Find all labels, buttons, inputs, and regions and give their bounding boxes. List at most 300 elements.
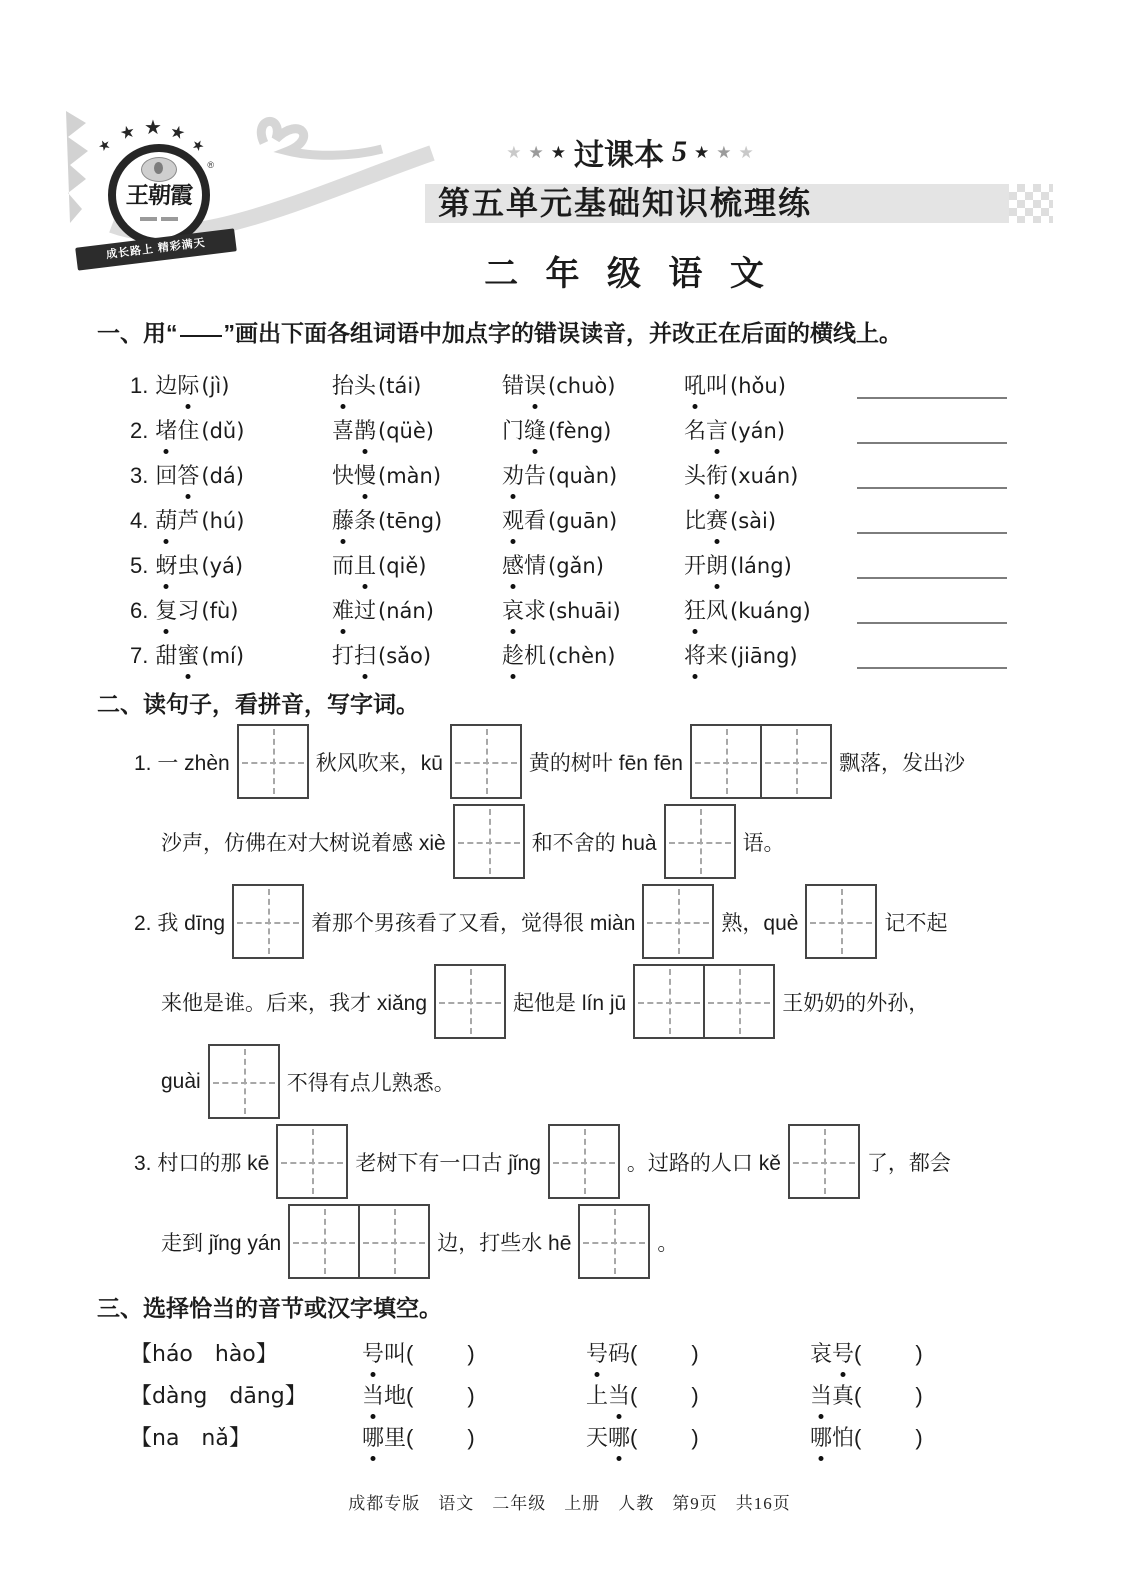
box-horizontal-guide [695, 762, 757, 764]
word-char: 赛 [706, 504, 728, 535]
pinyin-annotation: (gǎn) [548, 554, 604, 578]
word [332, 373, 421, 398]
word-char: 当 [362, 1379, 384, 1410]
writing-box-group [642, 884, 714, 959]
lesson-banner-number: 5 [672, 135, 687, 168]
sentence-text: 了，都会 [866, 1151, 951, 1175]
paren-open: ( [630, 1340, 638, 1366]
word-group-row [130, 587, 1041, 632]
star-icon: ★ [528, 142, 544, 162]
star-icon: ★ [550, 142, 566, 162]
writing-box-group [805, 884, 877, 959]
paren-open: ( [854, 1424, 862, 1450]
sentence-text: 来他是谁。后来，我才 xiǎng [161, 991, 428, 1015]
box-horizontal-guide [458, 842, 520, 844]
pinyin-annotation: (nán) [378, 599, 434, 623]
pinyin-annotation: (fèng) [548, 419, 612, 443]
page-footer: 成都专版 语文 二年级 上册 人教 第9页 共16页 [348, 1494, 791, 1513]
pinyin-annotation: (yán) [730, 419, 786, 443]
word-char: 蜜 [177, 639, 199, 670]
sentence-text: 飘落，发出沙 [838, 751, 965, 775]
pinyin-annotation: (dá) [201, 464, 244, 488]
pinyin-annotation: (fù) [201, 599, 239, 623]
answer-line[interactable] [857, 667, 1007, 669]
paren-open: ( [406, 1382, 414, 1408]
paren-close: ) [915, 1424, 923, 1450]
answer-parens [406, 1425, 475, 1450]
word [332, 418, 434, 443]
word [502, 463, 617, 488]
answer-line[interactable] [857, 442, 1007, 444]
choice-item [810, 1421, 1041, 1452]
unit-title-bar [425, 184, 1009, 223]
word-char: 言 [706, 414, 728, 445]
word-char: 喜 [332, 418, 355, 443]
word-char: 习 [177, 598, 200, 623]
pinyin-annotation: (hǒu) [730, 374, 786, 398]
section1-heading-suffix: ”画出下面各组词语中加点字的错误读音，并改正在后面的横线上。 [223, 320, 902, 346]
sentence-text: 黄的树叶 fēn fēn [528, 751, 683, 775]
star-icon: ★ [117, 121, 138, 144]
writing-box[interactable] [664, 804, 736, 879]
answer-parens [630, 1383, 699, 1408]
pinyin-annotation: (mí) [201, 644, 245, 668]
pinyin-annotation: (sài) [730, 509, 777, 533]
sentence-text: 起他是 lín jū [513, 991, 627, 1015]
star-icon: ★ [694, 142, 710, 162]
sentence-text: 3. 村口的那 kē [134, 1151, 270, 1175]
word-item [332, 459, 502, 490]
pinyin-annotation: (jiāng) [730, 644, 798, 668]
word-char: 衔 [706, 459, 728, 490]
word-item [332, 414, 502, 445]
logo-brand-name: 王朝霞 [125, 183, 193, 208]
sentence-text: 。 [657, 1231, 679, 1255]
word-item [130, 549, 332, 580]
box-horizontal-guide [638, 1002, 700, 1004]
word-group-row [130, 407, 1041, 452]
section1-heading-prefix: 一、用“ [97, 320, 178, 346]
word-char: 扫 [354, 639, 376, 670]
row-number: 2. [130, 418, 149, 443]
word-item [502, 594, 684, 625]
word-char: 门 [502, 418, 525, 443]
sample-underline [180, 331, 222, 337]
sentence-text: 王奶奶的外孙， [782, 991, 930, 1015]
word-char: 鹊 [354, 414, 376, 445]
word-char: 答 [177, 459, 199, 490]
logo-ribbon-slogan: 成长路上 精彩满天 [75, 228, 237, 270]
word [586, 1383, 630, 1408]
choice-item [810, 1337, 1041, 1368]
lesson-banner [430, 130, 830, 174]
word-char: 边 [155, 373, 178, 398]
word [155, 418, 244, 443]
paren-open: ( [406, 1340, 414, 1366]
subject-title: 二 年 级 语 文 [484, 255, 773, 293]
word-char: 快 [332, 463, 355, 488]
option-brackets: 【dàng dāng】 [130, 1383, 307, 1409]
word-char: 开 [684, 553, 707, 578]
word-char: 葫 [155, 504, 177, 535]
word-char: 而 [332, 553, 355, 578]
writing-box[interactable] [276, 1124, 348, 1199]
sentence-line [97, 804, 1041, 879]
box-horizontal-guide [765, 762, 827, 764]
word-char: 号 [832, 1337, 854, 1368]
writing-box-group [208, 1044, 280, 1119]
word-char: 哪 [810, 1421, 832, 1452]
word-char: 看 [524, 508, 547, 533]
word-char: 趁 [502, 639, 524, 670]
paren-close: ) [691, 1382, 699, 1408]
pinyin-annotation: (láng) [730, 554, 792, 578]
word-item [502, 639, 684, 670]
box-horizontal-guide [213, 1082, 275, 1084]
pinyin-annotation: (sǎo) [378, 644, 432, 668]
choice-row [130, 1331, 1041, 1373]
word-item [130, 639, 332, 670]
word-char: 打 [332, 643, 355, 668]
word-char: 天 [586, 1424, 609, 1450]
sentence-line [97, 884, 1041, 959]
logo-circle [108, 144, 214, 246]
writing-box-group [633, 964, 775, 1039]
writing-box[interactable] [578, 1204, 650, 1279]
word-char: 码 [608, 1340, 631, 1366]
writing-box-group [276, 1124, 348, 1199]
word-item [502, 459, 684, 490]
word-item [684, 504, 857, 535]
answer-parens [630, 1425, 699, 1450]
choice-row [130, 1373, 1041, 1415]
word-char: 风 [706, 598, 729, 623]
writing-box[interactable] [453, 804, 525, 879]
word-char: 甜 [155, 643, 178, 668]
word [684, 508, 776, 533]
box-horizontal-guide [293, 1242, 355, 1244]
option-brackets: 【háo hào】 [130, 1341, 278, 1367]
word-char: 芦 [177, 508, 200, 533]
box-horizontal-guide [669, 842, 731, 844]
pinyin-annotation: (màn) [378, 464, 442, 488]
word-char: 错 [502, 373, 525, 398]
word-char: 地 [384, 1382, 407, 1408]
writing-box[interactable] [642, 884, 714, 959]
choice-row [130, 1415, 1041, 1457]
box-horizontal-guide [242, 762, 304, 764]
word-char: 狂 [684, 594, 706, 625]
writing-box-group [548, 1124, 620, 1199]
sentence-text: 沙声，仿佛在对大树说着感 xiè [161, 831, 446, 855]
option-brackets: 【na nǎ】 [130, 1425, 251, 1451]
word-char: 抬 [332, 369, 354, 400]
writing-box[interactable] [760, 724, 832, 799]
paren-close: ) [467, 1382, 475, 1408]
answer-line[interactable] [857, 397, 1007, 399]
sentence-text: 和不舍的 huà [531, 831, 657, 855]
word [155, 643, 244, 668]
paren-close: ) [691, 1340, 699, 1366]
writing-box[interactable] [232, 884, 304, 959]
section1-heading [97, 318, 1041, 348]
word-item [502, 369, 684, 400]
section1-rows [130, 362, 1041, 677]
word [684, 553, 792, 578]
writing-box-group [690, 724, 832, 799]
sentence-line [97, 1124, 1041, 1199]
paren-open: ( [406, 1424, 414, 1450]
word-item [332, 594, 502, 625]
worksheet-body [97, 318, 1041, 1457]
row-number: 4. [130, 508, 149, 533]
word-char: 头 [684, 463, 707, 488]
word-char: 上 [586, 1382, 609, 1408]
word-char: 哪 [362, 1421, 384, 1452]
word [155, 553, 243, 578]
paren-close: ) [467, 1424, 475, 1450]
writing-box[interactable] [288, 1204, 360, 1279]
pinyin-annotation: (chèn) [548, 644, 616, 668]
word [332, 553, 427, 578]
word [155, 508, 244, 533]
word [684, 418, 785, 443]
word-item [502, 504, 684, 535]
word-item [130, 459, 332, 490]
unit-title: 第五单元基础知识梳理练 [438, 185, 813, 221]
word-char: 哀 [502, 594, 524, 625]
writing-box[interactable] [788, 1124, 860, 1199]
registered-mark: ® [207, 160, 214, 170]
word-char: 慢 [354, 459, 376, 490]
choice-item [586, 1379, 810, 1410]
pinyin-annotation: (dǔ) [201, 419, 245, 443]
sentence-text: 着那个男孩看了又看，觉得很 miàn [311, 911, 636, 935]
word-char: 将 [684, 639, 706, 670]
word [332, 463, 441, 488]
paren-open: ( [630, 1382, 638, 1408]
choice-item [362, 1337, 586, 1368]
answer-parens [854, 1383, 923, 1408]
word-group-row [130, 452, 1041, 497]
choice-item [362, 1421, 586, 1452]
writing-box[interactable] [208, 1044, 280, 1119]
star-icon: ★ [738, 142, 754, 162]
sentence-line [97, 724, 1041, 799]
word-char: 感 [502, 549, 524, 580]
star-icon: ★ [188, 134, 208, 156]
sentence-line [97, 1044, 1041, 1119]
word-char: 藤 [332, 504, 354, 535]
word-char: 当 [608, 1379, 630, 1410]
writing-box[interactable] [358, 1204, 430, 1279]
sentence-text: 走到 jǐng yán [161, 1231, 282, 1255]
sentence-text: 秋风吹来，kū [315, 751, 443, 775]
writing-box[interactable] [548, 1124, 620, 1199]
answer-parens [854, 1341, 923, 1366]
word [684, 373, 786, 398]
answer-line[interactable] [857, 577, 1007, 579]
sentence-text: guài [161, 1069, 201, 1093]
sentence-text: 老树下有一口古 jǐng [355, 1151, 541, 1175]
pinyin-annotation: (xuán) [730, 464, 799, 488]
paren-close: ) [467, 1340, 475, 1366]
row-number: 1. [130, 373, 149, 398]
sentence-text: 熟，què [721, 911, 799, 935]
word [684, 643, 798, 668]
writing-box-group [578, 1204, 650, 1279]
word-char: 来 [706, 643, 729, 668]
box-horizontal-guide [237, 922, 299, 924]
box-horizontal-guide [455, 762, 517, 764]
word-char: 情 [524, 553, 547, 578]
word-group-row [130, 497, 1041, 542]
sentence-text: 2. 我 dīng [134, 911, 226, 935]
word-char: 比 [684, 508, 707, 533]
word-group-row [130, 632, 1041, 677]
word-item [332, 504, 502, 535]
word-item [130, 594, 332, 625]
word [684, 463, 798, 488]
pinyin-annotation: (chuò) [548, 374, 616, 398]
word [502, 418, 611, 443]
word-item [130, 414, 332, 445]
word-char: 误 [524, 369, 546, 400]
word-item [502, 549, 684, 580]
word-char: 吼 [684, 369, 706, 400]
word-char: 复 [155, 594, 177, 625]
word-char: 哪 [608, 1421, 630, 1452]
choice-item [586, 1421, 810, 1452]
answer-line[interactable] [857, 487, 1007, 489]
lesson-banner-title: 过课本 [574, 139, 664, 172]
star-icon: ★ [94, 134, 114, 156]
writing-box[interactable] [434, 964, 506, 1039]
word-item [684, 549, 857, 580]
word [502, 598, 621, 623]
word-group-row [130, 542, 1041, 587]
sentence-text: 语。 [742, 831, 785, 855]
word [586, 1425, 630, 1450]
box-horizontal-guide [708, 1002, 770, 1004]
word-char: 当 [810, 1379, 832, 1410]
section2-lines [97, 724, 1041, 1279]
answer-line[interactable] [857, 532, 1007, 534]
sentence-line [97, 1204, 1041, 1279]
word-char: 号 [362, 1337, 384, 1368]
word-item [684, 414, 857, 445]
box-horizontal-guide [583, 1242, 645, 1244]
writing-box[interactable] [450, 724, 522, 799]
word-item [332, 549, 502, 580]
word-char: 头 [354, 373, 377, 398]
word-item [332, 639, 502, 670]
paren-open: ( [854, 1382, 862, 1408]
pinyin-annotation: (hú) [201, 509, 245, 533]
box-horizontal-guide [810, 922, 872, 924]
word-char: 哀 [810, 1340, 833, 1366]
pinyin-annotation: (guān) [548, 509, 618, 533]
word [810, 1341, 854, 1366]
word [155, 598, 238, 623]
word-char: 条 [354, 508, 377, 533]
word-char: 住 [177, 418, 200, 443]
pinyin-annotation: (yá) [201, 554, 244, 578]
word [502, 508, 617, 533]
word-item [684, 639, 857, 670]
word [362, 1383, 406, 1408]
sentence-text: 。过路的人口 kě [626, 1151, 781, 1175]
row-number: 6. [130, 598, 149, 623]
answer-parens [630, 1341, 699, 1366]
section3-rows [130, 1331, 1041, 1457]
word-char: 求 [524, 598, 547, 623]
writing-box[interactable] [690, 724, 762, 799]
word-char: 真 [832, 1382, 855, 1408]
word-char: 叫 [706, 373, 729, 398]
pinyin-annotation: (qüè) [378, 419, 434, 443]
word-char: 回 [155, 463, 178, 488]
word [502, 373, 615, 398]
word [362, 1341, 406, 1366]
word-char: 叫 [384, 1340, 407, 1366]
word-item [684, 459, 857, 490]
writing-box-group [450, 724, 522, 799]
word [810, 1383, 854, 1408]
row-number: 5. [130, 553, 149, 578]
word-item [684, 594, 857, 625]
word [502, 643, 616, 668]
logo-fine-print [116, 208, 202, 226]
answer-parens [406, 1383, 475, 1408]
word-char: 劝 [502, 459, 524, 490]
star-icon: ★ [506, 142, 522, 162]
writing-box[interactable] [805, 884, 877, 959]
word-char: 观 [502, 504, 524, 535]
box-horizontal-guide [363, 1242, 425, 1244]
writing-box[interactable] [237, 724, 309, 799]
word-item [684, 369, 857, 400]
section3-heading: 三、选择恰当的音节或汉字填空。 [97, 1295, 442, 1321]
sentence-text: 1. 一 zhèn [134, 751, 230, 775]
word-char: 过 [354, 598, 377, 623]
word-char: 名 [684, 418, 707, 443]
word [155, 463, 244, 488]
word-char: 告 [524, 463, 547, 488]
pinyin-annotation: (quàn) [548, 464, 618, 488]
paren-open: ( [854, 1340, 862, 1366]
choice-item [810, 1379, 1041, 1410]
writing-box-group [232, 884, 304, 959]
word-char: 且 [354, 549, 376, 580]
pinyin-annotation: (jì) [201, 374, 230, 398]
word-char: 怕 [832, 1424, 855, 1450]
pinyin-annotation: (tēng) [378, 509, 443, 533]
answer-line[interactable] [857, 622, 1007, 624]
choice-item [586, 1337, 810, 1368]
word [684, 598, 811, 623]
writing-box[interactable] [633, 964, 705, 1039]
writing-box[interactable] [703, 964, 775, 1039]
logo-portrait [141, 157, 177, 182]
word-item [130, 369, 332, 400]
answer-parens [854, 1425, 923, 1450]
word-item [502, 414, 684, 445]
box-horizontal-guide [281, 1162, 343, 1164]
word-char: 里 [384, 1424, 407, 1450]
word [586, 1341, 630, 1366]
word-char: 朗 [706, 549, 728, 580]
